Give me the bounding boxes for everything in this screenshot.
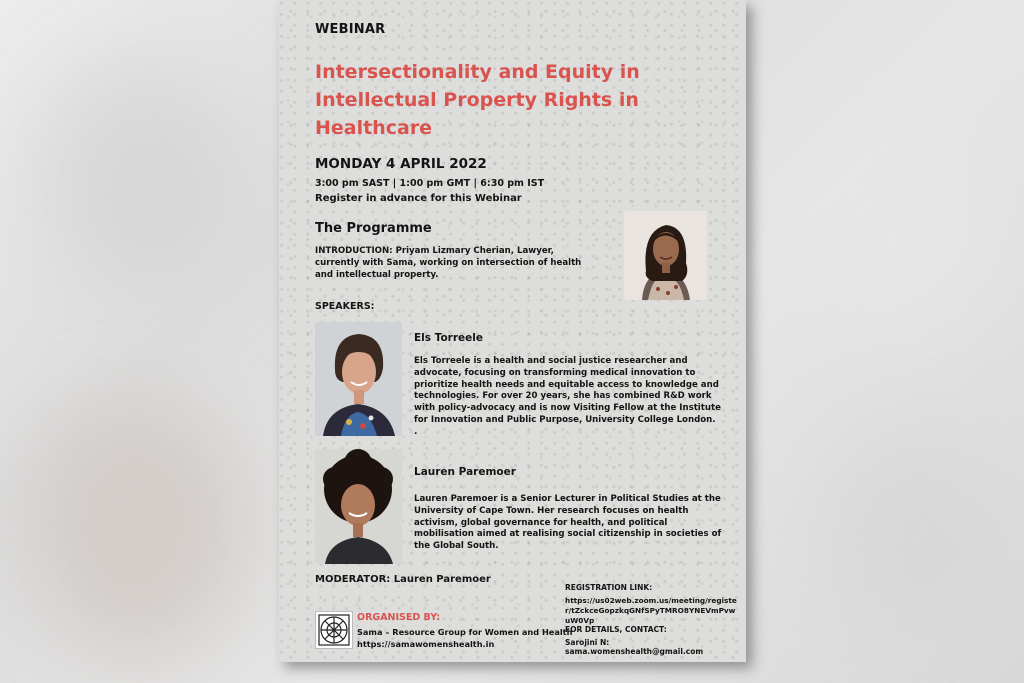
poster-title: Intersectionality and Equity in Intellectual Property Rights in Healthcare — [315, 61, 640, 139]
speaker-bio-lauren: Lauren Paremoer is a Senior Lecturer in Political Studies at the University of Cape Town. Her research focuses on health activism, global governance for health, and political mobilisation aimed at realising social citizenship in societies of the Global South. — [414, 494, 722, 552]
background-blur — [40, 60, 240, 290]
background-blur — [800, 140, 1000, 340]
programme-heading: The Programme — [315, 221, 432, 236]
sama-logo-icon — [315, 611, 353, 649]
stray-dot: . — [414, 427, 418, 437]
moderator-line: MODERATOR: Lauren Paremoer — [315, 574, 491, 585]
speaker-bio-els: Els Torreele is a health and social justice researcher and advocate, focusing on transforming medical innovation to prioritize health needs and equitable access to knowledge and technologies. For over 20 years, she has combined R&D work with policy-advocacy and is now Visiting Fellow at the Institute for Innovation and Public Purpose, University College London. — [414, 356, 721, 425]
registration-heading: REGISTRATION LINK: — [565, 583, 653, 592]
background-blur — [820, 430, 1000, 630]
event-date: MONDAY 4 APRIL 2022 — [315, 156, 487, 172]
background-blur — [30, 400, 250, 660]
speakers-heading: SPEAKERS: — [315, 301, 375, 312]
webinar-poster — [279, 0, 746, 662]
organisation-name: Sama – Resource Group for Women and Health — [357, 627, 573, 637]
speaker-photo-els — [315, 322, 402, 436]
introduction-text: INTRODUCTION: Priyam Lizmary Cherian, Lawyer, currently with Sama, working on intersection of health and intellectual property. — [315, 246, 582, 280]
speaker-name-lauren: Lauren Paremoer — [414, 466, 516, 478]
organisation-url[interactable]: https://samawomenshealth.in — [357, 639, 495, 649]
contact-info[interactable]: Sarojini N: sama.womenshealth@gmail.com — [565, 638, 704, 656]
poster-kicker: WEBINAR — [315, 22, 386, 37]
register-note: Register in advance for this Webinar — [315, 193, 522, 204]
details-heading: FOR DETAILS, CONTACT: — [565, 625, 667, 634]
speaker-photo-lauren — [315, 449, 402, 564]
organised-by-label: ORGANISED BY: — [357, 612, 441, 623]
speaker-name-els: Els Torreele — [414, 332, 483, 344]
intro-speaker-photo — [624, 211, 707, 300]
registration-link[interactable]: https://us02web.zoom.us/meeting/register/tZckceGopzkqGNfSPyTMRO8YNEVmPvwuW0Vp — [565, 596, 737, 625]
event-times: 3:00 pm SAST | 1:00 pm GMT | 6:30 pm IST — [315, 178, 545, 189]
